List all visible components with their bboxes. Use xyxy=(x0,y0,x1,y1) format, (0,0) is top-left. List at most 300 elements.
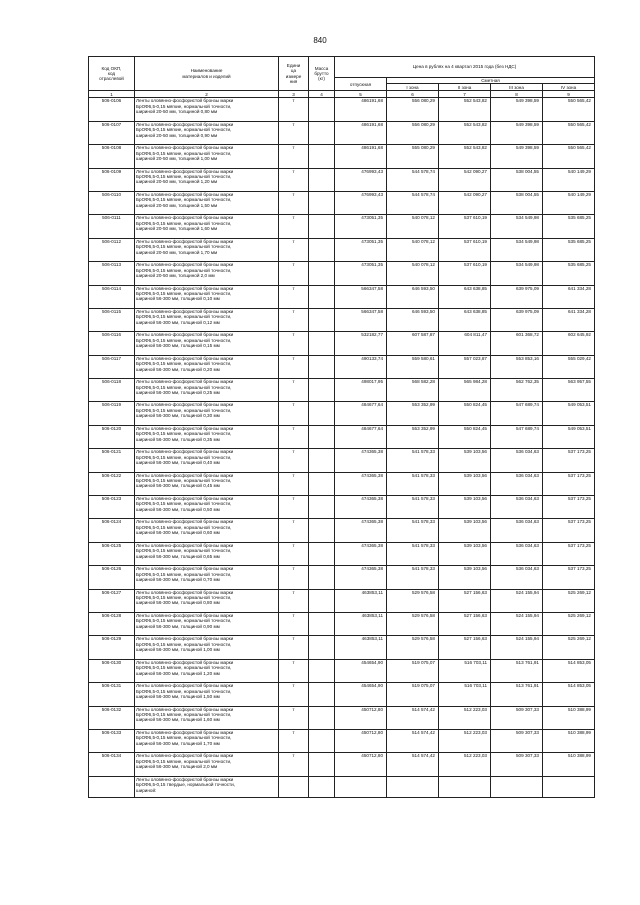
zone1-price: 541 578,33 xyxy=(387,566,439,589)
table-row xyxy=(89,262,595,285)
table-row xyxy=(89,449,595,472)
item-name: Ленты оловянно-фосфористой бронзы марки БрОФ6,5-0,15 мягкие, нормальной точности, шириной 56-300 мм, толщиной 0,50 мм xyxy=(135,496,279,519)
zone3-price: 536 034,63 xyxy=(491,566,543,589)
column-number: 7 xyxy=(439,91,491,98)
header-price-group: Цена в рублях на 4 квартал 2015 года (без НДС) xyxy=(335,57,595,78)
zone3-price: 562 762,35 xyxy=(491,379,543,402)
item-mass xyxy=(309,542,335,565)
item-code: 506-0122 xyxy=(89,472,135,495)
header-mass: Масса брутто (кг) xyxy=(309,57,335,91)
release-price: 476993,43 xyxy=(335,191,387,214)
zone3-price: 534 549,98 xyxy=(491,215,543,238)
zone4-price: 549 053,51 xyxy=(543,425,595,448)
zone1-price: 556 080,29 xyxy=(387,121,439,144)
table-row xyxy=(89,191,595,214)
item-mass xyxy=(309,285,335,308)
header-estimate: Сметная xyxy=(387,78,595,84)
release-price: 450712,80 xyxy=(335,706,387,729)
item-unit: т xyxy=(279,683,309,706)
table-row xyxy=(89,683,595,706)
zone1-price: 553 352,99 xyxy=(387,402,439,425)
item-unit: т xyxy=(279,238,309,261)
item-name: Ленты оловянно-фосфористой бронзы марки БрОФ6,5-0,15 мягкие, нормальной точности, шириной 56-300 мм, толщиной 0,65 мм xyxy=(135,542,279,565)
zone4-price: 514 853,05 xyxy=(543,683,595,706)
release-price: 474365,38 xyxy=(335,566,387,589)
item-mass xyxy=(309,262,335,285)
table-row xyxy=(89,332,595,355)
header-unit: Едини ца измере ния xyxy=(279,57,309,91)
header-zone2: II зона xyxy=(439,84,491,91)
zone4-price: 537 173,25 xyxy=(543,496,595,519)
zone1-price: 541 578,33 xyxy=(387,449,439,472)
zone4-price: 550 565,42 xyxy=(543,98,595,121)
release-price: 498017,95 xyxy=(335,379,387,402)
zone4-price: 525 269,12 xyxy=(543,636,595,659)
item-name: Ленты оловянно-фосфористой бронзы марки БрОФ6,5-0,15 мягкие, нормальной точности, шириной 56-300 мм, толщиной 0,90 мм xyxy=(135,613,279,636)
item-mass xyxy=(309,215,335,238)
zone3-price xyxy=(491,776,543,797)
zone4-price: 641 334,28 xyxy=(543,308,595,331)
item-code: 506-0124 xyxy=(89,519,135,542)
item-mass xyxy=(309,729,335,752)
table-row xyxy=(89,238,595,261)
zone1-price: 544 578,74 xyxy=(387,168,439,191)
zone1-price: 555 080,29 xyxy=(387,145,439,168)
zone3-price: 536 034,63 xyxy=(491,472,543,495)
zone3-price: 538 004,55 xyxy=(491,168,543,191)
zone1-price: 519 075,07 xyxy=(387,659,439,682)
item-mass xyxy=(309,753,335,776)
zone4-price: 602 645,92 xyxy=(543,332,595,355)
table-row xyxy=(89,659,595,682)
zone1-price: 541 578,33 xyxy=(387,542,439,565)
table-row xyxy=(89,402,595,425)
zone4-price: 537 173,25 xyxy=(543,449,595,472)
table-row xyxy=(89,706,595,729)
item-mass xyxy=(309,566,335,589)
item-mass xyxy=(309,238,335,261)
zone3-price: 639 975,09 xyxy=(491,308,543,331)
item-code: 506-0123 xyxy=(89,496,135,519)
zone1-price: 519 075,07 xyxy=(387,683,439,706)
item-unit: т xyxy=(279,449,309,472)
item-name: Ленты оловянно-фосфористой бронзы марки БрОФ6,5-0,15 мягкие, нормальной точности, шириной 20-50 мм, толщиной 1,20 мм xyxy=(135,168,279,191)
table-row xyxy=(89,496,595,519)
item-name: Ленты оловянно-фосфористой бронзы марки БрОФ6,5-0,15 мягкие, нормальной точности, шириной 56-300 мм, толщиной 0,70 мм xyxy=(135,566,279,589)
item-name: Ленты оловянно-фосфористой бронзы марки БрОФ6,5-0,15 мягкие, нормальной точности, шириной 56-300 мм, толщиной 0,40 мм xyxy=(135,449,279,472)
item-code: 506-0128 xyxy=(89,613,135,636)
table-row xyxy=(89,472,595,495)
item-mass xyxy=(309,449,335,472)
page-number: 840 xyxy=(313,36,327,45)
zone1-price: 559 580,61 xyxy=(387,355,439,378)
zone3-price: 553 853,16 xyxy=(491,355,543,378)
item-code: 506-0112 xyxy=(89,238,135,261)
item-unit: т xyxy=(279,191,309,214)
item-name: Ленты оловянно-фосфористой бронзы марки БрОФ6,5-0,15 твердые, нормальной точности, шириной: xyxy=(135,776,279,797)
item-unit: т xyxy=(279,729,309,752)
item-mass xyxy=(309,379,335,402)
zone2-price: 552 543,82 xyxy=(439,145,491,168)
item-unit: т xyxy=(279,519,309,542)
zone3-price: 536 034,63 xyxy=(491,496,543,519)
zone2-price: 512 223,03 xyxy=(439,706,491,729)
zone4-price: 549 053,51 xyxy=(543,402,595,425)
zone4-price: 540 149,29 xyxy=(543,191,595,214)
column-number: 5 xyxy=(335,91,387,98)
table-row xyxy=(89,308,595,331)
item-unit: т xyxy=(279,121,309,144)
item-name: Ленты оловянно-фосфористой бронзы марки БрОФ6,5-0,15 мягкие, нормальной точности, шириной 20-50 мм, толщиной 0,80 мм xyxy=(135,98,279,121)
table-row xyxy=(89,168,595,191)
item-mass xyxy=(309,98,335,121)
item-name: Ленты оловянно-фосфористой бронзы марки БрОФ6,5-0,15 мягкие, нормальной точности, шириной 56-300 мм, толщиной 0,60 мм xyxy=(135,519,279,542)
zone3-price: 536 034,63 xyxy=(491,542,543,565)
zone2-price: 552 543,82 xyxy=(439,121,491,144)
item-code: 506-0120 xyxy=(89,425,135,448)
table-row xyxy=(89,753,595,776)
zone2-price: 537 610,19 xyxy=(439,215,491,238)
zone2-price: 512 223,03 xyxy=(439,753,491,776)
item-mass xyxy=(309,636,335,659)
release-price: 474365,38 xyxy=(335,519,387,542)
zone2-price: 542 090,27 xyxy=(439,191,491,214)
zone4-price: 510 388,99 xyxy=(543,729,595,752)
zone4-price: 641 334,28 xyxy=(543,285,595,308)
item-code: 506-0114 xyxy=(89,285,135,308)
item-code: 506-0108 xyxy=(89,145,135,168)
header-release: отпускная xyxy=(335,78,387,91)
table-row xyxy=(89,215,595,238)
item-unit: т xyxy=(279,355,309,378)
item-mass xyxy=(309,355,335,378)
release-price: 484677,64 xyxy=(335,425,387,448)
item-unit: т xyxy=(279,753,309,776)
table-row xyxy=(89,636,595,659)
zone2-price: 552 543,82 xyxy=(439,98,491,121)
item-name: Ленты оловянно-фосфористой бронзы марки БрОФ6,5-0,15 мягкие, нормальной точности, шириной 56-300 мм, толщиной 0,10 мм xyxy=(135,285,279,308)
zone1-price: 646 593,50 xyxy=(387,308,439,331)
zone2-price: 565 984,28 xyxy=(439,379,491,402)
item-code: 506-0118 xyxy=(89,379,135,402)
zone2-price: 539 103,56 xyxy=(439,566,491,589)
zone1-price: 529 576,58 xyxy=(387,636,439,659)
item-code: 506-0113 xyxy=(89,262,135,285)
zone1-price: 514 574,42 xyxy=(387,729,439,752)
zone2-price: 557 023,87 xyxy=(439,355,491,378)
zone4-price: 525 269,12 xyxy=(543,613,595,636)
zone3-price: 513 761,91 xyxy=(491,683,543,706)
zone4-price: 537 173,25 xyxy=(543,566,595,589)
zone2-price: 539 103,56 xyxy=(439,519,491,542)
table-row xyxy=(89,613,595,636)
item-name: Ленты оловянно-фосфористой бронзы марки БрОФ6,5-0,15 мягкие, нормальной точности, шириной 20-50 мм, толщиной 1,00 мм xyxy=(135,145,279,168)
zone2-price: 542 090,27 xyxy=(439,168,491,191)
release-price: 473051,35 xyxy=(335,215,387,238)
table-row xyxy=(89,379,595,402)
item-mass xyxy=(309,472,335,495)
release-price: 450712,80 xyxy=(335,753,387,776)
table-body xyxy=(89,98,595,797)
table-row xyxy=(89,519,595,542)
zone1-price: 514 574,42 xyxy=(387,753,439,776)
item-code: 506-0117 xyxy=(89,355,135,378)
item-unit: т xyxy=(279,262,309,285)
table-row xyxy=(89,145,595,168)
item-unit: т xyxy=(279,636,309,659)
zone2-price: 527 156,63 xyxy=(439,636,491,659)
item-name: Ленты оловянно-фосфористой бронзы марки БрОФ6,5-0,15 мягкие, нормальной точности, шириной 56-300 мм, толщиной 1,50 мм xyxy=(135,683,279,706)
item-code: 506-0133 xyxy=(89,729,135,752)
item-mass xyxy=(309,168,335,191)
zone2-price: 550 824,45 xyxy=(439,402,491,425)
zone1-price: 529 576,58 xyxy=(387,589,439,612)
release-price: 454654,90 xyxy=(335,659,387,682)
item-name: Ленты оловянно-фосфористой бронзы марки БрОФ6,5-0,15 мягкие, нормальной точности, шириной 56-300 мм, толщиной 1,20 мм xyxy=(135,659,279,682)
release-price: 486191,68 xyxy=(335,121,387,144)
zone3-price: 549 398,59 xyxy=(491,121,543,144)
zone1-price: 556 080,29 xyxy=(387,98,439,121)
zone1-price: 646 593,50 xyxy=(387,285,439,308)
zone4-price: 510 388,99 xyxy=(543,753,595,776)
zone3-price: 534 549,98 xyxy=(491,262,543,285)
zone3-price: 549 398,59 xyxy=(491,145,543,168)
release-price: 450712,80 xyxy=(335,729,387,752)
item-code: 506-0107 xyxy=(89,121,135,144)
item-unit: т xyxy=(279,472,309,495)
item-name: Ленты оловянно-фосфористой бронзы марки БрОФ6,5-0,15 мягкие, нормальной точности, шириной 20-50 мм, толщиной 1,70 мм xyxy=(135,238,279,261)
zone4-price: 514 853,05 xyxy=(543,659,595,682)
item-unit: т xyxy=(279,659,309,682)
zone1-price xyxy=(387,776,439,797)
item-mass xyxy=(309,145,335,168)
item-code: 506-0121 xyxy=(89,449,135,472)
item-code: 506-0119 xyxy=(89,402,135,425)
item-code: 506-0116 xyxy=(89,332,135,355)
column-number: 6 xyxy=(387,91,439,98)
item-name: Ленты оловянно-фосфористой бронзы марки БрОФ6,5-0,15 мягкие, нормальной точности, шириной 56-300 мм, толщиной 0,25 мм xyxy=(135,379,279,402)
zone4-price: 525 269,12 xyxy=(543,589,595,612)
zone4-price: 550 565,42 xyxy=(543,121,595,144)
zone1-price: 540 078,12 xyxy=(387,215,439,238)
zone2-price: 516 703,11 xyxy=(439,659,491,682)
zone3-price: 538 004,55 xyxy=(491,191,543,214)
zone3-price: 601 368,72 xyxy=(491,332,543,355)
item-unit: т xyxy=(279,308,309,331)
item-code: 506-0127 xyxy=(89,589,135,612)
zone1-price: 514 574,42 xyxy=(387,706,439,729)
zone1-price: 540 078,12 xyxy=(387,238,439,261)
header-zone3: III зона xyxy=(491,84,543,91)
item-name: Ленты оловянно-фосфористой бронзы марки БрОФ6,5-0,15 мягкие, нормальной точности, шириной 20-50 мм, толщиной 1,50 мм xyxy=(135,191,279,214)
zone1-price: 529 576,58 xyxy=(387,613,439,636)
zone1-price: 607 587,87 xyxy=(387,332,439,355)
release-price: 486191,68 xyxy=(335,145,387,168)
release-price: 463853,11 xyxy=(335,636,387,659)
item-name: Ленты оловянно-фосфористой бронзы марки БрОФ6,5-0,15 мягкие, нормальной точности, шириной 56-300 мм, толщиной 2,0 мм xyxy=(135,753,279,776)
column-number: 4 xyxy=(309,91,335,98)
zone1-price: 540 078,12 xyxy=(387,262,439,285)
table-row xyxy=(89,566,595,589)
release-price: 486191,68 xyxy=(335,98,387,121)
item-unit: т xyxy=(279,98,309,121)
item-unit: т xyxy=(279,566,309,589)
zone2-price: 539 103,56 xyxy=(439,472,491,495)
item-unit: т xyxy=(279,379,309,402)
zone1-price: 541 578,33 xyxy=(387,519,439,542)
zone4-price: 563 957,55 xyxy=(543,379,595,402)
item-code: 506-0111 xyxy=(89,215,135,238)
item-code: 506-0134 xyxy=(89,753,135,776)
header-code: Код ОКП, код отраслевой xyxy=(89,57,135,91)
release-price: 474365,38 xyxy=(335,472,387,495)
zone3-price: 513 761,91 xyxy=(491,659,543,682)
item-mass xyxy=(309,683,335,706)
item-code: 506-0130 xyxy=(89,659,135,682)
item-unit: т xyxy=(279,285,309,308)
zone3-price: 536 034,63 xyxy=(491,449,543,472)
item-unit: т xyxy=(279,425,309,448)
item-mass xyxy=(309,121,335,144)
item-unit: т xyxy=(279,402,309,425)
item-code: 506-0131 xyxy=(89,683,135,706)
zone3-price: 549 398,59 xyxy=(491,98,543,121)
zone2-price: 537 610,19 xyxy=(439,238,491,261)
zone3-price: 547 689,74 xyxy=(491,425,543,448)
release-price: 473051,35 xyxy=(335,238,387,261)
item-name: Ленты оловянно-фосфористой бронзы марки БрОФ6,5-0,15 мягкие, нормальной точности, шириной 56-300 мм, толщиной 0,20 мм xyxy=(135,355,279,378)
zone3-price: 524 155,94 xyxy=(491,636,543,659)
zone3-price: 509 307,33 xyxy=(491,753,543,776)
zone4-price: 535 685,25 xyxy=(543,215,595,238)
release-price: 474365,38 xyxy=(335,496,387,519)
item-code: 506-0125 xyxy=(89,542,135,565)
item-unit: т xyxy=(279,542,309,565)
column-number: 3 xyxy=(279,91,309,98)
zone2-price: 539 103,56 xyxy=(439,542,491,565)
column-number: 2 xyxy=(135,91,279,98)
column-number: 9 xyxy=(543,91,595,98)
item-code: 506-0115 xyxy=(89,308,135,331)
zone1-price: 541 578,33 xyxy=(387,472,439,495)
zone2-price: 537 610,19 xyxy=(439,262,491,285)
zone1-price: 553 352,99 xyxy=(387,425,439,448)
table-row xyxy=(89,98,595,121)
zone4-price: 537 173,25 xyxy=(543,472,595,495)
zone2-price: 550 824,45 xyxy=(439,425,491,448)
table-row xyxy=(89,729,595,752)
table-row xyxy=(89,355,595,378)
header-name: Наименование материалов и изделий xyxy=(135,57,279,91)
zone2-price: 643 638,85 xyxy=(439,308,491,331)
zone3-price: 524 155,94 xyxy=(491,613,543,636)
release-price: 463853,11 xyxy=(335,613,387,636)
item-mass xyxy=(309,191,335,214)
item-mass xyxy=(309,659,335,682)
zone4-price: 537 173,25 xyxy=(543,542,595,565)
table-row xyxy=(89,425,595,448)
item-code: 506-0106 xyxy=(89,98,135,121)
item-name: Ленты оловянно-фосфористой бронзы марки БрОФ6,5-0,15 мягкие, нормальной точности, шириной 20-50 мм, толщиной 1,60 мм xyxy=(135,215,279,238)
release-price: 473051,35 xyxy=(335,262,387,285)
item-code xyxy=(89,776,135,797)
item-unit: т xyxy=(279,332,309,355)
zone3-price: 509 307,33 xyxy=(491,706,543,729)
table-row xyxy=(89,542,595,565)
column-number: 8 xyxy=(491,91,543,98)
item-code: 506-0126 xyxy=(89,566,135,589)
zone4-price: 510 388,99 xyxy=(543,706,595,729)
zone3-price: 547 689,74 xyxy=(491,402,543,425)
table-row xyxy=(89,121,595,144)
zone4-price xyxy=(543,776,595,797)
item-name: Ленты оловянно-фосфористой бронзы марки БрОФ6,5-0,15 мягкие, нормальной точности, шириной 20-50 мм, толщиной 0,90 мм xyxy=(135,121,279,144)
zone4-price: 550 565,42 xyxy=(543,145,595,168)
item-mass xyxy=(309,776,335,797)
zone4-price: 535 685,25 xyxy=(543,238,595,261)
item-name: Ленты оловянно-фосфористой бронзы марки БрОФ6,5-0,15 мягкие, нормальной точности, шириной 56-300 мм, толщиной 0,35 мм xyxy=(135,425,279,448)
item-name: Ленты оловянно-фосфористой бронзы марки БрОФ6,5-0,15 мягкие, нормальной точности, шириной 20-50 мм, толщиной 2,0 мм xyxy=(135,262,279,285)
column-number: 1 xyxy=(89,91,135,98)
item-mass xyxy=(309,402,335,425)
zone2-price: 527 156,63 xyxy=(439,613,491,636)
item-name: Ленты оловянно-фосфористой бронзы марки БрОФ6,5-0,15 мягкие, нормальной точности, шириной 56-300 мм, толщиной 0,80 мм xyxy=(135,589,279,612)
item-mass xyxy=(309,589,335,612)
zone2-price: 539 103,56 xyxy=(439,449,491,472)
table-row xyxy=(89,285,595,308)
item-mass xyxy=(309,519,335,542)
item-code: 506-0109 xyxy=(89,168,135,191)
item-unit: т xyxy=(279,496,309,519)
zone4-price: 535 685,25 xyxy=(543,262,595,285)
item-code: 506-0129 xyxy=(89,636,135,659)
zone4-price: 537 173,25 xyxy=(543,519,595,542)
item-mass xyxy=(309,425,335,448)
zone3-price: 509 307,33 xyxy=(491,729,543,752)
item-name: Ленты оловянно-фосфористой бронзы марки БрОФ6,5-0,15 мягкие, нормальной точности, шириной 56-300 мм, толщиной 1,60 мм xyxy=(135,706,279,729)
item-unit: т xyxy=(279,215,309,238)
zone1-price: 568 582,28 xyxy=(387,379,439,402)
release-price: 463853,11 xyxy=(335,589,387,612)
item-name: Ленты оловянно-фосфористой бронзы марки БрОФ6,5-0,15 мягкие, нормальной точности, шириной 56-300 мм, толщиной 1,00 мм xyxy=(135,636,279,659)
item-name: Ленты оловянно-фосфористой бронзы марки БрОФ6,5-0,15 мягкие, нормальной точности, шириной 56-300 мм, толщиной 0,15 мм xyxy=(135,332,279,355)
item-mass xyxy=(309,496,335,519)
zone3-price: 524 155,94 xyxy=(491,589,543,612)
zone4-price: 540 149,29 xyxy=(543,168,595,191)
zone1-price: 541 578,33 xyxy=(387,496,439,519)
release-price: 454654,90 xyxy=(335,683,387,706)
item-code: 506-0110 xyxy=(89,191,135,214)
item-code: 506-0132 xyxy=(89,706,135,729)
zone2-price: 643 638,85 xyxy=(439,285,491,308)
zone2-price: 539 103,56 xyxy=(439,496,491,519)
release-price: 490133,74 xyxy=(335,355,387,378)
zone2-price: 604 811,47 xyxy=(439,332,491,355)
zone3-price: 639 975,09 xyxy=(491,285,543,308)
item-mass xyxy=(309,308,335,331)
release-price: 532182,77 xyxy=(335,332,387,355)
table-row xyxy=(89,776,595,797)
zone1-price: 544 578,74 xyxy=(387,191,439,214)
release-price: 484677,64 xyxy=(335,402,387,425)
release-price: 566347,58 xyxy=(335,285,387,308)
item-mass xyxy=(309,706,335,729)
item-unit: т xyxy=(279,168,309,191)
item-name: Ленты оловянно-фосфористой бронзы марки БрОФ6,5-0,15 мягкие, нормальной точности, шириной 56-300 мм, толщиной 0,45 мм xyxy=(135,472,279,495)
item-name: Ленты оловянно-фосфористой бронзы марки БрОФ6,5-0,15 мягкие, нормальной точности, шириной 56-300 мм, толщиной 0,12 мм xyxy=(135,308,279,331)
zone2-price: 527 156,63 xyxy=(439,589,491,612)
zone2-price: 516 703,11 xyxy=(439,683,491,706)
